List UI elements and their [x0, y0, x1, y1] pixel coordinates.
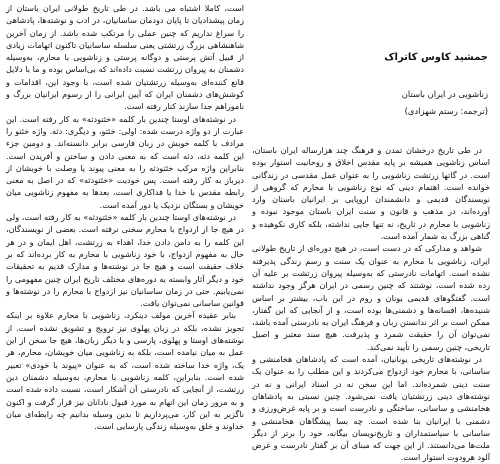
right-paragraph-3: در نوشته‌های تاریخی یونانیان، آمده است که پادشاهان هخامنشی و ساسانی، با محارم خود ازدواج می‌کردند و این مطلب را به عنوان یک سنت دینی شمرده‌اند. اما این سخن نه در اسناد ایرانی و نه در نوشته‌های دینی زرتشتیان یافت نمی‌شود. چنین نسبتی به پادشاهان هخامنشی و ساسانی، ساختگی و نادرست است و بر پایه غرض‌ورزی و دشمنی با ایرانیان بنا شده است. چه بسا پیشگاهان هخامنشی و ساسانی با سیاستمداران و تاریخ‌نویسان بیگانه، خود را برتر از دیگر ملت‌ها می‌دانستند. از این جهت که مبنای آن بر گفتار نادرست و غرض آلود هرودوت استوار است. [252, 354, 490, 463]
left-paragraph-2: در نوشته‌های اوستا چندین بار کلمه «خئتودثه» به کار رفته است. این عبارت از دو واژه درست شده: اولی: خئتو، و دیگری: دثه. واژه خئتو را مرادف با کلمه خویش در زبان فارسی برابر دانسته‌اند. و دومین جزء این کلمه دثه، دثه است که به معنی دادن و ساختن و آفریدن است. بنابراین واژه مرکب خئتودثه را به معنی پیوند یا وصلت با خویشان از دیرباز به کار رفته است. پس خودیت «خئتودثه» که در اصل به معنی رابطه مقدس با خدا یا فداکاری است، بعدها به مفهوم زناشویی میان خویشان و بستگان نزدیک یا دور آمده است. [6, 113, 244, 210]
right-paragraph-1: در طی تاریخ درخشان تمدن و فرهنگ چند هزارساله ایران باستان، اساس زناشویی همیشه بر پایه مقدس اخلاق و روحانیت استوار بوده است. در گاتها زرتشت زناشویی را به عنوان عمل مقدسی در زندگانی خوانده است. اهتمام دینی که نوع زناشویی با محارم که گروهی از نویسندگان قدیمی و دانشمندان اروپایی بر ایرانیان باستان وارد آورده‌اند، در مذهب و قانون و سنت ایران باستان موجود نبوده و زناشویی با محارم در تاریخ، نه تنها جایی نداشته، بلکه کاری نکوهیده و گناهی بزرگ به شمار آمده است. [252, 145, 490, 242]
article-title: زناشویی در ایران باستان [401, 89, 488, 99]
left-column [6, 2, 244, 432]
author-title: جمشید کاوس کاتراک [384, 52, 488, 63]
right-column [252, 144, 490, 464]
left-paragraph-4: بنابر عقیده آخرین مولف دینکرد، زناشویی با محارم علاوه بر اینکه تجویز نشده، بلکه در زبان پهلوی نیز ترویج و تشویق نشده است. از نوشته‌های اوستا و پهلوی، پارسی و یا دیگر زبان‌ها، هیچ جا سخن از این عمل به میان نیامده است، بلکه به زناشویی میان خویشان، محارم، هر یک، واژه خدا ساخته شده است، که به عنوان «پیوند با خودی» تعبیر شده است. بنابراین، کلمه زناشویی با محارم، به‌وسیله دشمنان دین زرتشت، از آنجایی که نادرستی آن آشکار است، نسبت داده شده است و به مرور زمان این اتهام به مورد قبول نادانان نیز قرار گرفت و اکنون ناگزیر به این کار، می‌پردازیم تا بدین وسیله بدانیم چه رابطه‌ای میان خداوند و خلق به‌وسیله زندگی پارسایی است. [6, 310, 244, 432]
translator-credit: (ترجمه: رستم شهزادی) [404, 106, 488, 116]
left-paragraph-1: است، کاملا اشتباه می باشد. در طی تاریخ طولانی ایران باستان از زمان پیشدادیان تا پایان دودمان ساسانیان، در ادب و نوشته‌ها، پادشاهی را سراغ نداریم که چنین عملی را مرتکب شده باشد. از زمان آخرین شاهنشاهی بزرگ زرتشتی یعنی سلسله ساسانیان تاکنون اتهامات زیادی از قبیل آتش پرستی و دوگانه پرستی و زناشویی با محارم، به‌وسیله دشمنان به پیروان زرتشت نسبت داده‌اند که بی‌اساس بوده و ما با دلایل قانع کننده‌ای به‌وسیله زرتشتیان شده است، با وجود این، اقدامات و کوشش‌های دشمنان ایران که آیین ایرانی را از رسوم ایرانیان بزرگ و ناموراهم جدا سازند کنار رفته است. [6, 3, 244, 112]
left-paragraph-3: در نوشته‌های اوستا چندین بار کلمه «خئتودثه» به کار رفته است، ولی در هیچ جا از ازدواج با محارم سخنی نرفته است. بعضی از نویسندگان، این کلمه را به دامن دادن خدا، اهداء به زرتشت، اهل ایمان و در هر حال به مفهوم ازدواج، با خود زناشویی با محارم به کار برده‌اند که بر خلاف حقیقت است و هیچ جا در نوشته‌ها و مدارک قدیم به تحقیقات خود و دیگر آثار وابسته به دوره‌های مختلف تاریخ ایران چنین مفهومی را نمی‌یابیم. حتی در زمان ساسانیان نیز ازدواج با محارم را در نوشته‌ها و قوانین ساسانی نمی‌توان یافت. [6, 212, 244, 309]
right-paragraph-2: شواهد و مدارکی که در دست است، در هیچ دوره‌ای از تاریخ طولانی ایران، زناشویی با محارم به عنوان یک سنت و رسم زندگی پذیرفته نشده است. اتهامات نادرستی که به‌وسیله پیروان زرتشت بر علیه آن زده شده است، نوشتند که چنین رسمی در ایران هرگز وجود نداشته است. گفتگوهای قدیمی یونان و روم در این باب، بیشتر بر اساس شنیده‌ها، افسانه‌ها و دشمنی‌ها بوده است، و از آنجایی که این گفتار، ممکن است بر اثر ندانستن زبان و فرهنگ ایران به نادرستی آمده باشد، نمی‌توان آن را حقیقت شمرد و پذیرفت. هیچ سند معتبر و اصیل تاریخی، چنین رسمی را تأیید نمی‌کند. [252, 243, 490, 352]
